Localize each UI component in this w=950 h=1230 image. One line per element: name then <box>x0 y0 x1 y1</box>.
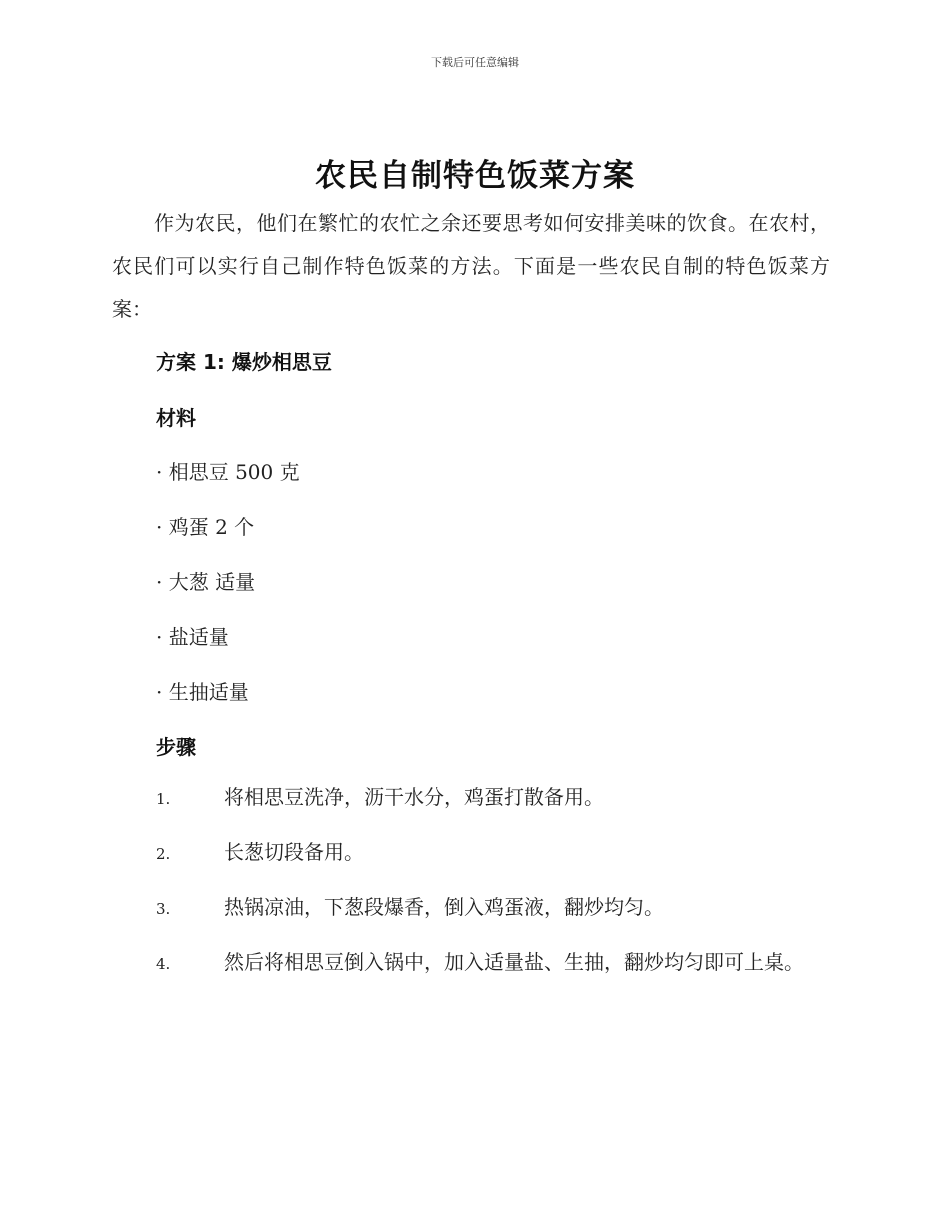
step-text: 热锅凉油，下葱段爆香，倒入鸡蛋液，翻炒均匀。 <box>224 895 664 919</box>
plan-heading: 方案 1: 爆炒相思豆 <box>156 350 332 374</box>
step-item <box>112 941 830 986</box>
step-number: 2. <box>156 845 171 863</box>
step-item <box>112 776 830 821</box>
material-item: · 盐适量 <box>156 625 229 649</box>
page-title: 农民自制特色饭菜方案 <box>315 158 635 194</box>
header-note: 下载后可任意编辑 <box>431 56 519 69</box>
material-item: · 鸡蛋 2 个 <box>156 515 255 539</box>
step-number: 1. <box>156 790 171 808</box>
intro-paragraph: 作为农民，他们在繁忙的农忙之余还要思考如何安排美味的饮食。在农村，农民们可以实行自己制作特色饭菜的方法。下面是一些农民自制的特色饭菜方案： <box>112 211 830 321</box>
steps-heading: 步骤 <box>156 735 196 759</box>
material-item: · 生抽适量 <box>156 680 249 704</box>
materials-heading: 材料 <box>156 406 196 430</box>
material-item: · 大葱 适量 <box>156 570 256 594</box>
step-text: 长葱切段备用。 <box>224 840 364 864</box>
step-item <box>112 831 830 876</box>
step-number: 3. <box>156 900 171 918</box>
step-item <box>112 886 830 931</box>
step-number: 4. <box>156 955 171 973</box>
step-text: 将相思豆洗净，沥干水分，鸡蛋打散备用。 <box>224 785 604 809</box>
material-item: · 相思豆 500 克 <box>156 460 300 484</box>
step-text: 然后将相思豆倒入锅中，加入适量盐、生抽，翻炒均匀即可上桌。 <box>224 950 804 974</box>
